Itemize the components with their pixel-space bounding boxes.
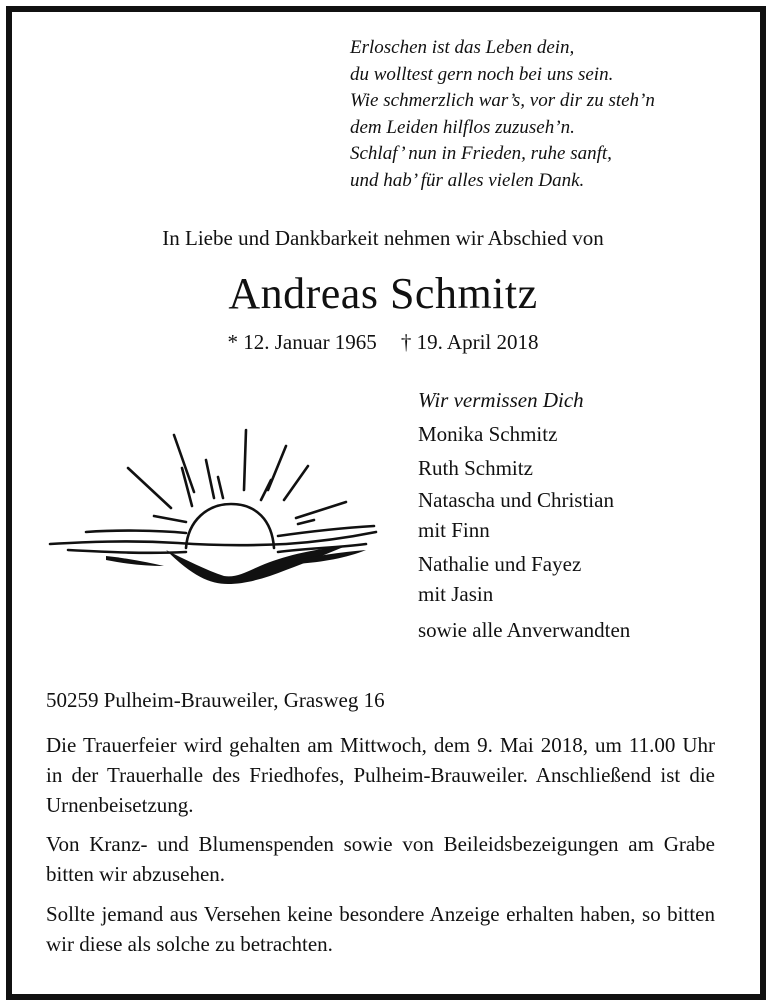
birth-date: * 12. Januar 1965 [227, 330, 377, 354]
mourners-heading: Wir vermissen Dich [418, 388, 584, 412]
mourner-group [418, 549, 630, 609]
address: 50259 Pulheim-Brauweiler, Grasweg 16 [46, 688, 385, 712]
poem-line: dem Leiden hilflos zuzuseh’n. [350, 116, 575, 138]
life-dates [0, 330, 766, 355]
poem-line: du wolltest gern noch bei uns sein. [350, 63, 614, 85]
poem-line: Wie schmerzlich war’s, vor dir zu steh’n [350, 90, 655, 111]
mourner-entry: Nathalie und Fayez [418, 552, 582, 576]
poem-line: Schlaf’ nun in Frieden, ruhe sanft, [350, 143, 612, 164]
farewell-intro: In Liebe und Dankbarkeit nehmen wir Abschied von [162, 226, 604, 250]
deceased-name: Andreas Schmitz [228, 269, 538, 318]
poem-line: und hab’ für alles vielen Dank. [350, 169, 585, 191]
mourner-group [418, 485, 630, 545]
poem [350, 35, 655, 194]
death-date: † 19. April 2018 [400, 330, 539, 354]
mourner-entry: mit Jasin [418, 582, 494, 606]
mourner-entry: Monika Schmitz [418, 422, 558, 446]
mourners-list [418, 383, 630, 647]
notice-paragraph: Sollte jemand aus Versehen keine besondere Anzeige erhalten haben, so bitten wir diese als solche zu betrachten. [46, 902, 715, 956]
mourner-entry: Natascha und Christian [418, 488, 614, 512]
sunset-illustration-icon [46, 420, 386, 585]
poem-line: Erloschen ist das Leben dein, [350, 37, 575, 58]
funeral-info-paragraph: Die Trauerfeier wird gehalten am Mittwoch, dem 9. Mai 2018, um 11.00 Uhr in der Trauerhalle des Friedhofes, Pulheim-Brauweiler. Anschließend ist die Urnenbeisetzung. [46, 733, 715, 817]
mourner-entry: mit Finn [418, 518, 490, 542]
donation-note-paragraph: Von Kranz- und Blumenspenden sowie von Beileidsbezeigungen am Grabe bitten wir abzusehen. [46, 832, 715, 886]
mourner-entry: sowie alle Anverwandten [418, 618, 631, 642]
mourner-entry: Ruth Schmitz [418, 456, 533, 480]
